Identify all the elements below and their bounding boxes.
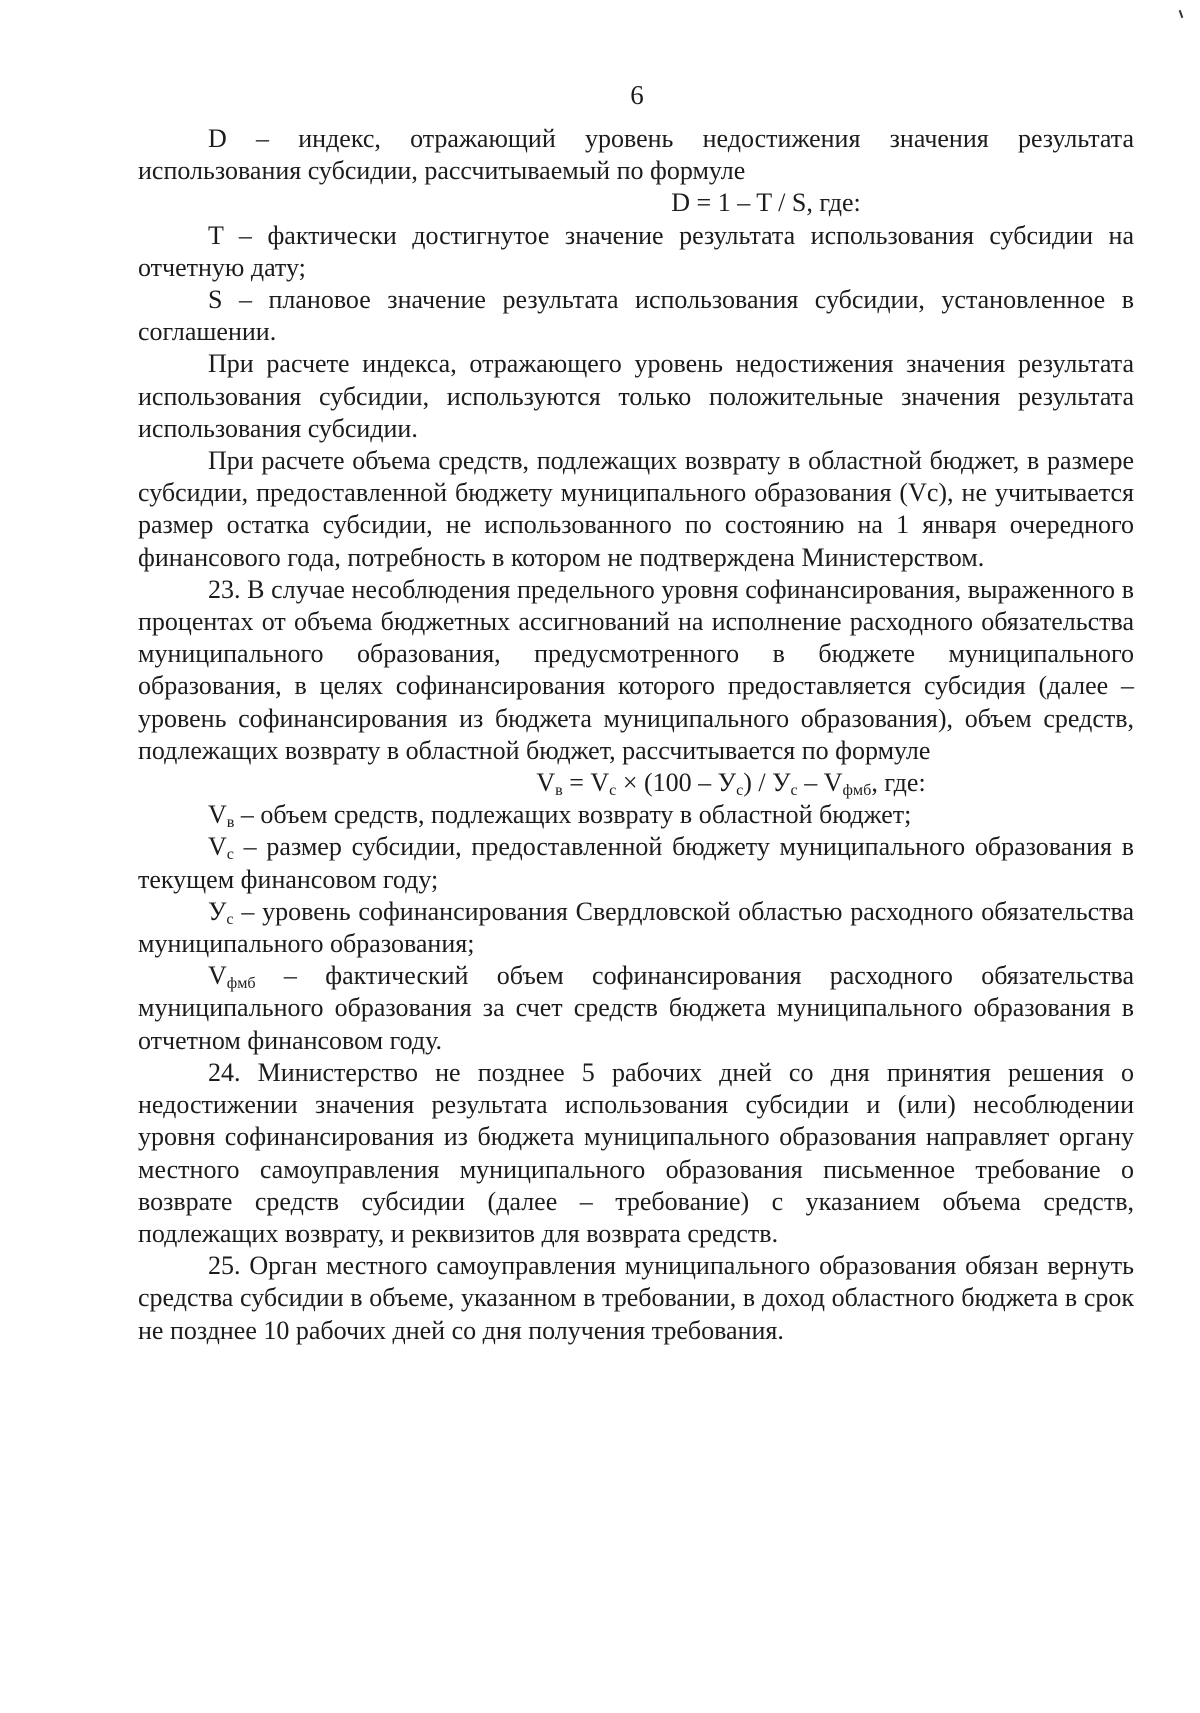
page-number: 6 <box>630 80 644 110</box>
symbol-u: У <box>717 768 737 798</box>
definition-text: – размер субсидии, предоставленной бюджету муниципального образования в текущем финансовом году; <box>138 832 1134 894</box>
formula-eq: = <box>562 768 591 798</box>
symbol-v: V <box>823 768 843 798</box>
scan-mark <box>1179 10 1184 18</box>
paragraph-uc-definition <box>138 896 1134 960</box>
subscript-c: с <box>790 782 798 800</box>
definition-text: – фактический объем софинансирования расходного обязательства муниципального образования за счет средств бюджета муниципального образования в отчетном финансовом году. <box>138 961 1134 1055</box>
paragraph-clause-23: 23. В случае несоблюдения предельного уровня софинансирования, выраженного в процентах от объема бюджетных ассигнований на исполнение расходного обязательства муниципального образования, предусмотренного в бюджете муниципального образования, в целях софинансирования которого предоставляется субсидия (далее – уровень софинансирования из бюджета муниципального образования), объем средств, подлежащих возврату в областной бюджет, рассчитывается по формуле <box>138 574 1134 765</box>
subscript-c: с <box>736 782 744 800</box>
formula-vv <box>138 767 1134 799</box>
subscript-c: с <box>609 782 617 800</box>
subscript-c: с <box>226 846 234 864</box>
subscript-fmb: фмб <box>226 975 256 993</box>
paragraph-index-calc: При расчете индекса, отражающего уровень недостижения значения результата использования субсидии, используются только положительные значения результата использования субсидии. <box>138 349 1134 443</box>
subscript-fmb: фмб <box>842 782 872 800</box>
symbol-v: V <box>590 768 610 798</box>
paragraph-clause-24: 24. Министерство не позднее 5 рабочих дней со дня принятия решения о недостижении значения результата использования субсидии и (или) несоблюдении уровня софинансирования из бюджета муниципального образования направляет органу местного самоуправления муниципального образования письменное требование о возврате средств субсидии (далее – требование) с указанием объема средств, подлежащих возврату, и реквизитов для возврата средств. <box>138 1057 1134 1248</box>
formula-d: D = 1 – T / S, где: <box>671 188 861 218</box>
paragraph-index-d: D – индекс, отражающий уровень недостижения значения результата использования субсидии, рассчитываемый по формуле <box>138 124 1134 186</box>
paragraph-vc-definition <box>138 831 1134 895</box>
definition-text: – уровень софинансирования Свердловской областью расходного обязательства муниципального образования; <box>138 896 1134 959</box>
paragraph-volume-calc: При расчете объема средств, подлежащих возврату в областной бюджет, в размере субсидии, предоставленной бюджету муниципального образования (Vc), не учитывается размер остатка субсидии, не использованного по состоянию на 1 января очередного финансового года, потребность в котором не подтверждена Министерством. <box>138 446 1134 572</box>
paragraph-vv-definition <box>138 799 1134 831</box>
paragraph-clause-25: 25. Орган местного самоуправления муниципального образования обязан вернуть средства субсидии в объеме, указанном в требовании, в доход областного бюджета в срок не позднее 10 рабочих дней со дня получения требования. <box>138 1251 1134 1345</box>
formula-times: × (100 – <box>616 768 718 798</box>
paragraph-t-definition: T – фактически достигнутое значение результата использования субсидии на отчетную дату; <box>138 220 1134 282</box>
formula-close: ) / <box>743 768 773 798</box>
subscript-v: в <box>555 782 563 800</box>
document-body <box>138 123 1134 1347</box>
subscript-c: с <box>226 910 234 928</box>
symbol-v: V <box>208 800 227 830</box>
symbol-u: У <box>208 896 227 926</box>
formula-tail: , где: <box>871 768 926 798</box>
symbol-u: У <box>772 768 791 798</box>
symbol-v: V <box>536 768 556 798</box>
formula-minus: – <box>797 768 824 798</box>
paragraph-s-definition: S – плановое значение результата использования субсидии, установленное в соглашении. <box>138 285 1134 347</box>
symbol-v: V <box>208 832 227 862</box>
definition-text: – объем средств, подлежащих возврату в областной бюджет; <box>234 800 912 830</box>
subscript-v: в <box>226 814 235 832</box>
paragraph-vfmb-definition <box>138 960 1134 1057</box>
symbol-v: V <box>208 961 227 991</box>
